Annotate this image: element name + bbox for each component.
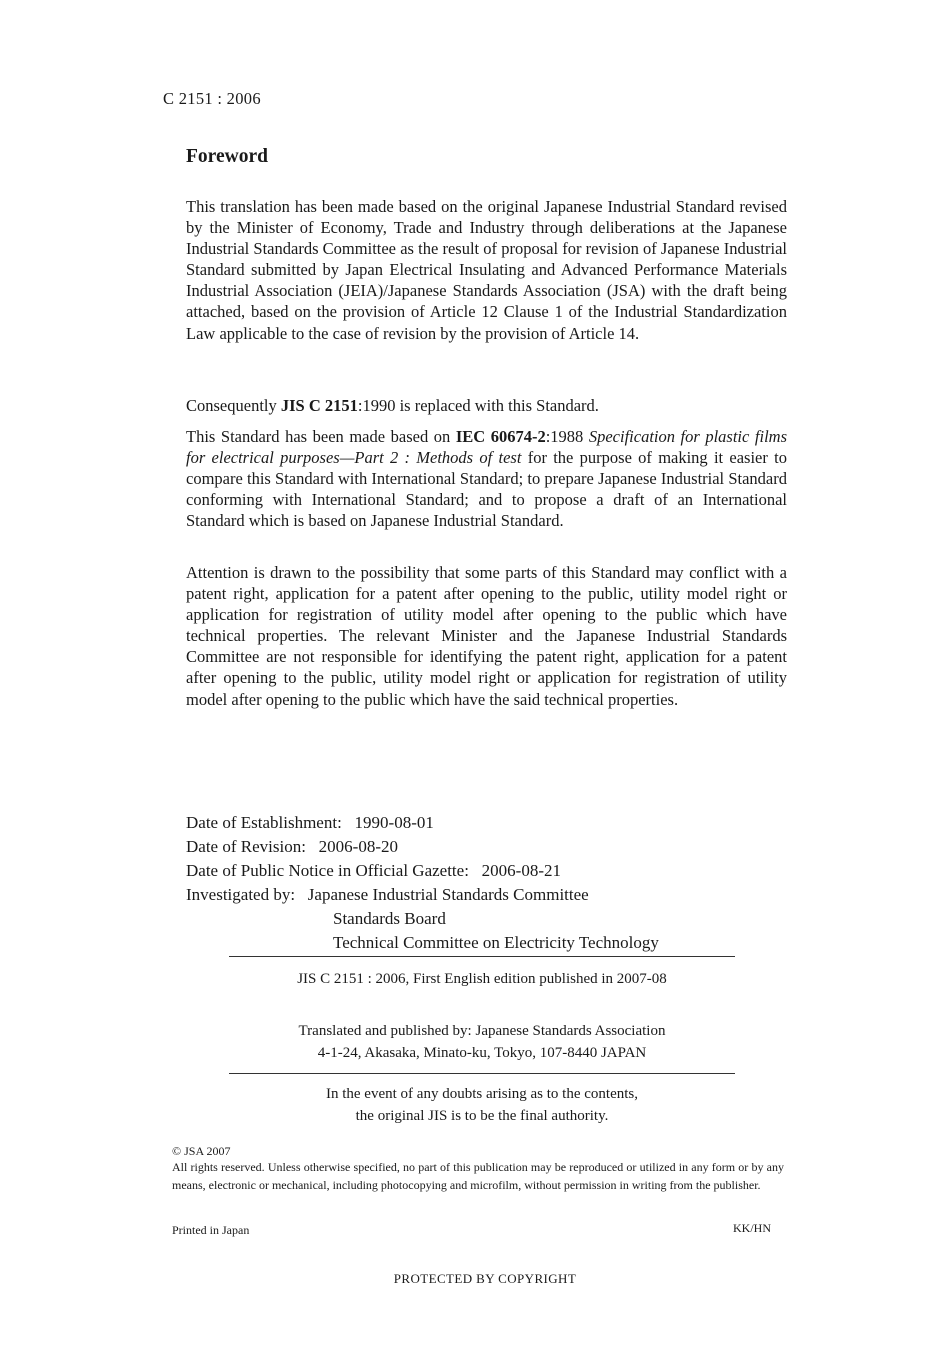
authority-line: the original JIS is to be the final authority. <box>355 1108 609 1124</box>
document-id: C 2151 : 2006 <box>163 89 261 108</box>
authority-note <box>229 1083 735 1127</box>
text-run: :1990 is replaced with this Standard. <box>357 396 599 415</box>
publisher-line: Translated and published by: Japanese Standards Association <box>298 1023 666 1039</box>
date-of-revision: Date of Revision: 2006-08-20 <box>186 837 398 856</box>
paragraph-iec-basis <box>186 426 787 531</box>
rights-statement: All rights reserved. Unless otherwise specified, no part of this publication may be reproduced or utilized in any form or by any means, electronic or mechanical, including photocopying and microfilm, without permission in writing from the publisher. <box>172 1160 784 1192</box>
publisher-address: 4-1-24, Akasaka, Minato-ku, Tokyo, 107-8440 JAPAN <box>317 1045 647 1061</box>
paragraph-translation-basis: This translation has been made based on the original Japanese Industrial Standard revised by the Minister of Economy, Trade and Industry through deliberations at the Japanese Industrial Standards Committee as the result of proposal for revision of Japanese Industrial Standard submitted by Japan Electrical Insulating and Advanced Performance Materials Industrial Association (JEIA)/Japanese Standards Association (JSA) with the draft being attached, based on the provision of Article 12 Clause 1 of the Industrial Standardization Law applicable to the case of revision by the provision of Article 14. <box>186 197 787 343</box>
divider <box>229 956 735 957</box>
standard-reference: IEC 60674-2 <box>455 427 546 446</box>
page-title: Foreword <box>186 146 268 167</box>
investigated-by-board: Standards Board <box>333 909 446 928</box>
paragraph-replacement <box>186 395 787 416</box>
standard-title: Specification for plastic films for electrical purposes—Part 2 : Methods of test <box>186 427 787 468</box>
printer-code: KK/HN <box>733 1221 771 1235</box>
text-run: for the purpose of making it easier to compare this Standard with International Standard; to prepare Japanese Industrial Standard conforming with International Standard; and to propose a draft of an International Standard which is based on Japanese Industrial Standard. <box>186 448 787 531</box>
edition-note: JIS C 2151 : 2006, First English edition published in 2007-08 <box>297 971 667 987</box>
paragraph-patent-notice: Attention is drawn to the possibility that some parts of this Standard may conflict with a patent right, application for a patent after opening to the public, utility model right or application for registration of utility model after opening to the public which have technical properties. The relevant Minister and the Japanese Industrial Standards Committee are not responsible for identifying the patent right, application for a patent after opening to the public, utility model right or application for registration of utility model after opening to the public which have the said technical properties. <box>186 563 787 709</box>
copyright-notice: © JSA 2007 <box>172 1144 231 1158</box>
publisher-block <box>229 1020 735 1064</box>
divider <box>229 1073 735 1074</box>
printed-in: Printed in Japan <box>172 1223 250 1237</box>
date-of-establishment: Date of Establishment: 1990-08-01 <box>186 813 434 832</box>
investigated-by: Investigated by: Japanese Industrial Standards Committee <box>186 885 589 904</box>
date-of-gazette-notice: Date of Public Notice in Official Gazette: 2006-08-21 <box>186 861 561 880</box>
text-run: Consequently <box>186 396 281 415</box>
authority-line: In the event of any doubts arising as to the contents, <box>325 1086 638 1102</box>
text-run: :1988 <box>545 427 589 446</box>
standard-reference: JIS C 2151 <box>280 396 358 415</box>
text-run: This Standard has been made based on <box>186 427 456 446</box>
copyright-footer: PROTECTED BY COPYRIGHT <box>393 1271 577 1286</box>
investigated-by-committee: Technical Committee on Electricity Technology <box>333 933 659 952</box>
